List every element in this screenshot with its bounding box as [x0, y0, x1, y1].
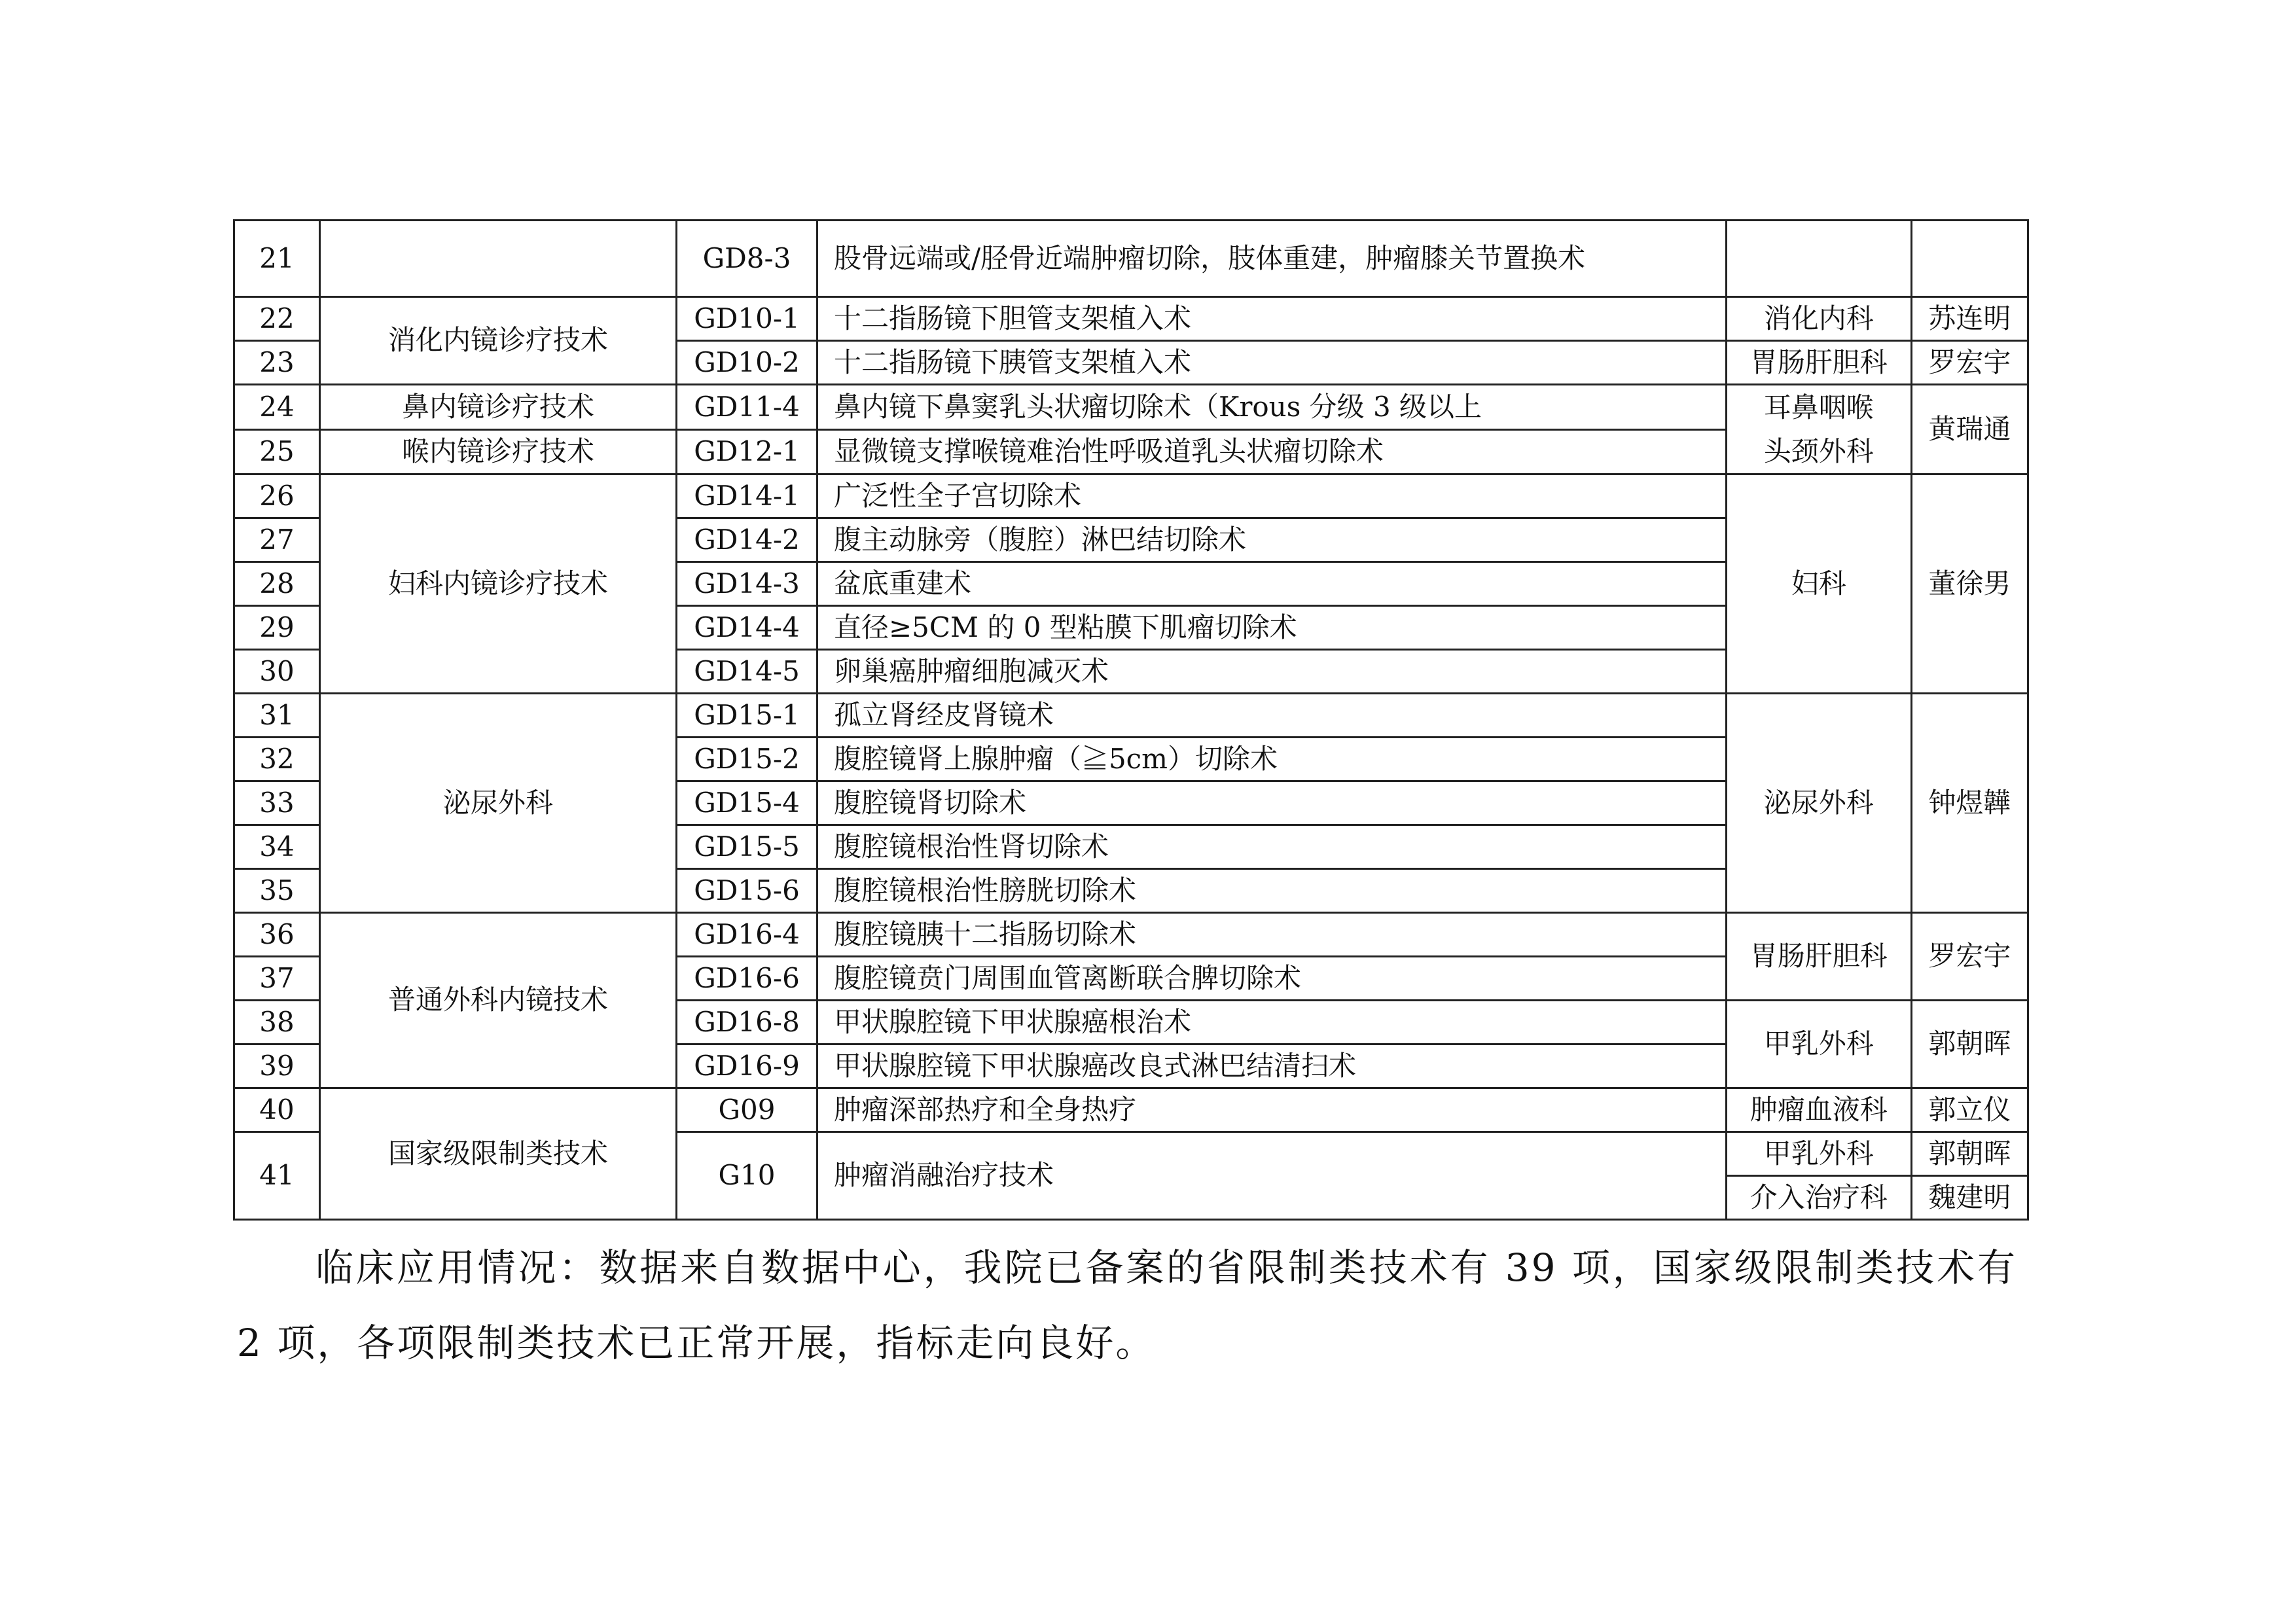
tech-code: GD14-5 — [677, 650, 817, 694]
row-number: 27 — [234, 518, 320, 562]
tech-code: GD11-4 — [677, 385, 817, 430]
tech-name: 孤立肾经皮肾镜术 — [817, 694, 1726, 738]
tech-name: 腹腔镜根治性膀胱切除术 — [817, 869, 1726, 913]
tech-code: GD10-2 — [677, 341, 817, 385]
tech-name: 腹腔镜肾切除术 — [817, 781, 1726, 825]
tech-code: G09 — [677, 1088, 817, 1132]
row-number: 32 — [234, 738, 320, 781]
tech-code: GD12-1 — [677, 429, 817, 474]
row-number: 40 — [234, 1088, 320, 1132]
tech-name: 十二指肠镜下胰管支架植入术 — [817, 341, 1726, 385]
row-number: 36 — [234, 913, 320, 957]
person-cell: 郭立仪 — [1911, 1088, 2028, 1132]
tech-name: 十二指肠镜下胆管支架植入术 — [817, 297, 1726, 341]
table-row — [234, 385, 2028, 430]
tech-name: 肿瘤消融治疗技术 — [817, 1132, 1726, 1220]
tech-code: GD14-4 — [677, 606, 817, 650]
person-cell — [1911, 221, 2028, 297]
tech-name: 腹腔镜根治性肾切除术 — [817, 825, 1726, 869]
table-row — [234, 297, 2028, 341]
person-cell: 董徐男 — [1911, 474, 2028, 694]
tech-name: 腹腔镜胰十二指肠切除术 — [817, 913, 1726, 957]
department-cell: 胃肠肝胆科 — [1726, 341, 1911, 385]
tech-code: GD15-4 — [677, 781, 817, 825]
table-row — [234, 474, 2028, 518]
tech-name: 腹主动脉旁（腹腔）淋巴结切除术 — [817, 518, 1726, 562]
row-number: 24 — [234, 385, 320, 430]
person-cell: 郭朝晖 — [1911, 1132, 2028, 1176]
tech-name: 甲状腺腔镜下甲状腺癌改良式淋巴结清扫术 — [817, 1044, 1726, 1088]
summary-paragraph: 临床应用情况：数据来自数据中心，我院已备案的省限制类技术有 39 项，国家级限制类技术有 2 项，各项限制类技术已正常开展，指标走向良好。 — [237, 1245, 2017, 1365]
category-cell: 泌尿外科 — [320, 694, 677, 913]
person-cell: 郭朝晖 — [1911, 1001, 2028, 1088]
tech-code: GD14-1 — [677, 474, 817, 518]
tech-name: 盆底重建术 — [817, 562, 1726, 606]
tech-code: GD16-4 — [677, 913, 817, 957]
department-cell: 胃肠肝胆科 — [1726, 913, 1911, 1001]
table-row — [234, 913, 2028, 957]
table-row — [234, 1088, 2028, 1132]
tech-name: 卵巢癌肿瘤细胞减灭术 — [817, 650, 1726, 694]
row-number: 30 — [234, 650, 320, 694]
tech-code: GD15-6 — [677, 869, 817, 913]
row-number: 38 — [234, 1001, 320, 1044]
row-number: 34 — [234, 825, 320, 869]
tech-name: 显微镜支撑喉镜难治性呼吸道乳头状瘤切除术 — [817, 429, 1726, 474]
tech-name: 腹腔镜贲门周围血管离断联合脾切除术 — [817, 957, 1726, 1001]
person-cell: 苏连明 — [1911, 297, 2028, 341]
category-cell: 鼻内镜诊疗技术 — [320, 385, 677, 430]
tech-name: 鼻内镜下鼻窦乳头状瘤切除术（Krous 分级 3 级以上 — [817, 385, 1726, 430]
tech-code: GD15-2 — [677, 738, 817, 781]
person-cell: 黄瑞通 — [1911, 385, 2028, 474]
row-number: 21 — [234, 221, 320, 297]
tech-code: GD16-8 — [677, 1001, 817, 1044]
department-cell: 甲乳外科 — [1726, 1132, 1911, 1176]
tech-name: 直径≥5CM 的 0 型粘膜下肌瘤切除术 — [817, 606, 1726, 650]
department-label: 耳鼻咽喉头颈外科 — [1763, 391, 1874, 467]
category-cell: 普通外科内镜技术 — [320, 913, 677, 1088]
department-cell: 介入治疗科 — [1726, 1176, 1911, 1220]
department-cell: 泌尿外科 — [1726, 694, 1911, 913]
table-row — [234, 694, 2028, 738]
tech-code: GD8-3 — [677, 221, 817, 297]
table-row — [234, 221, 2028, 297]
category-cell: 国家级限制类技术 — [320, 1088, 677, 1220]
category-cell — [320, 221, 677, 297]
row-number: 35 — [234, 869, 320, 913]
row-number: 31 — [234, 694, 320, 738]
technology-table — [233, 219, 2029, 1221]
category-cell: 喉内镜诊疗技术 — [320, 429, 677, 474]
category-cell: 妇科内镜诊疗技术 — [320, 474, 677, 694]
tech-name: 股骨远端或/胫骨近端肿瘤切除，肢体重建，肿瘤膝关节置换术 — [817, 221, 1726, 297]
person-cell: 钟煜韡 — [1911, 694, 2028, 913]
tech-code: GD15-1 — [677, 694, 817, 738]
tech-code: GD10-1 — [677, 297, 817, 341]
person-cell: 罗宏宇 — [1911, 913, 2028, 1001]
tech-code: GD15-5 — [677, 825, 817, 869]
tech-name: 甲状腺腔镜下甲状腺癌根治术 — [817, 1001, 1726, 1044]
tech-name: 腹腔镜肾上腺肿瘤（≧5cm）切除术 — [817, 738, 1726, 781]
row-number: 37 — [234, 957, 320, 1001]
department-cell — [1726, 221, 1911, 297]
row-number: 39 — [234, 1044, 320, 1088]
department-cell — [1726, 385, 1911, 474]
row-number: 28 — [234, 562, 320, 606]
row-number: 29 — [234, 606, 320, 650]
category-cell: 消化内镜诊疗技术 — [320, 297, 677, 385]
person-cell: 罗宏宇 — [1911, 341, 2028, 385]
department-cell: 消化内科 — [1726, 297, 1911, 341]
row-number: 23 — [234, 341, 320, 385]
row-number: 33 — [234, 781, 320, 825]
tech-code: GD14-2 — [677, 518, 817, 562]
tech-name: 肿瘤深部热疗和全身热疗 — [817, 1088, 1726, 1132]
tech-code: G10 — [677, 1132, 817, 1220]
row-number: 26 — [234, 474, 320, 518]
tech-code: GD16-9 — [677, 1044, 817, 1088]
row-number: 41 — [234, 1132, 320, 1220]
tech-code: GD14-3 — [677, 562, 817, 606]
row-number: 22 — [234, 297, 320, 341]
tech-code: GD16-6 — [677, 957, 817, 1001]
person-cell: 魏建明 — [1911, 1176, 2028, 1220]
department-cell: 肿瘤血液科 — [1726, 1088, 1911, 1132]
department-cell: 甲乳外科 — [1726, 1001, 1911, 1088]
tech-name: 广泛性全子宫切除术 — [817, 474, 1726, 518]
department-cell: 妇科 — [1726, 474, 1911, 694]
row-number: 25 — [234, 429, 320, 474]
